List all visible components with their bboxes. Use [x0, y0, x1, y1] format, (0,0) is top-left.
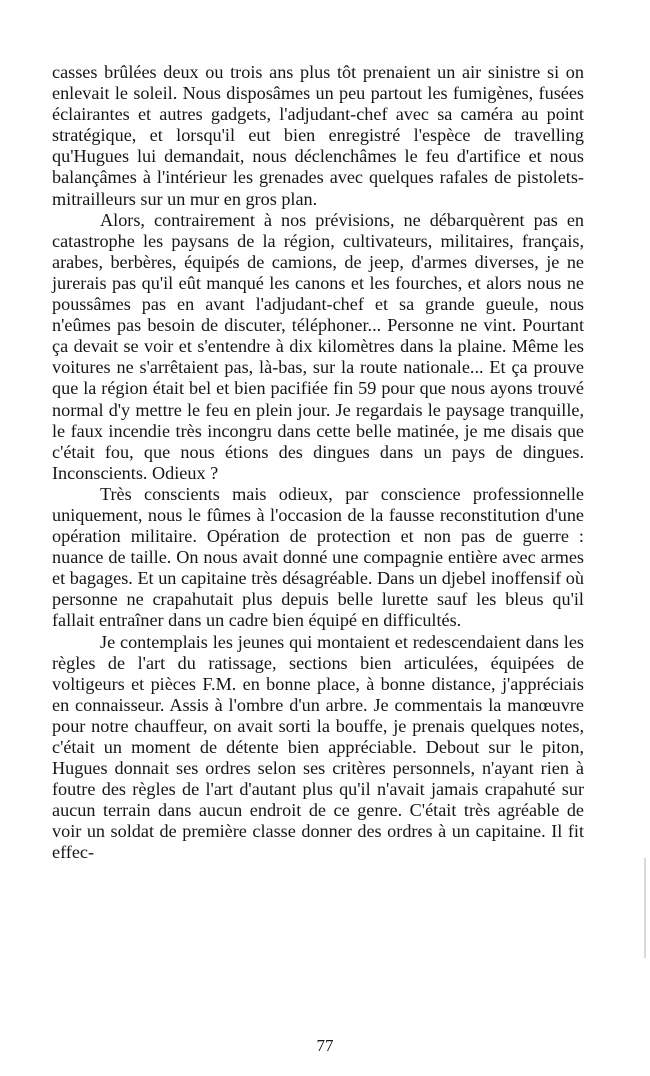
page-number: 77 — [316, 1036, 334, 1055]
paragraph-2: Alors, contrairement à nos prévisions, ne débarquèrent pas en catastrophe les paysans de la région, cultivateurs, militaires, français, arabes, berbères, équipés de camions, de jeep, d'armes diverses, je ne jurerais pas qu'il eût manqué les canons et les fourches, et alors nous ne poussâmes pas en avant l'adjudant-chef et sa grande gueule, nous n'eûmes pas besoin de discuter, téléphoner... Personne ne vint. Pourtant ça devait se voir et s'entendre à dix kilomètres dans la plaine. Même les voitures ne s'arrêtaient pas, là-bas, sur la route nationale... Et ça prouve que la région était bel et bien pacifiée fin 59 pour que nous ayons trouvé normal d'y mettre le feu en plein jour. Je regardais le paysage tranquille, le faux incendie très incongru dans cette belle matinée, je me disais que c'était fou, que nous étions des dingues dans un pays de dingues. Inconscients. Odieux ? — [52, 209, 584, 483]
paragraph-3: Très conscients mais odieux, par conscience professionnelle uniquement, nous le fûmes à l'occasion de la fausse reconstitution d'une opération militaire. Opération de protection et non pas de guerre : nuance de taille. On nous avait donné une compagnie entière avec armes et bagages. Et un capitaine très désagréable. Dans un djebel inoffensif où personne ne crapahutait plus depuis belle lurette sauf les bleus qu'il fallait entraîner dans un cadre bien équipé en difficultés. — [52, 483, 584, 631]
page-body — [52, 62, 584, 864]
scan-edge-mark — [644, 858, 646, 958]
paragraph-1: casses brûlées deux ou trois ans plus tôt prenaient un air sinistre si on enlevait le soleil. Nous disposâmes un peu partout les fumigènes, fusées éclairantes et autres gadgets, l'adjudant-chef avec sa caméra au point stratégique, et lorsqu'il eut bien enregistré l'espèce de travelling qu'Hugues lui demandait, nous déclenchâmes le feu d'artifice et nous balançâmes à l'intérieur les grenades avec quelques rafales de pistolets-mitrailleurs sur un mur en gros plan. — [52, 62, 584, 209]
paragraph-4: Je contemplais les jeunes qui montaient et redescendaient dans les règles de l'art du ratissage, sections bien articulées, équipées de voltigeurs et pièces F.M. en bonne place, à bonne distance, j'appréciais en connaisseur. Assis à l'ombre d'un arbre. Je commentais la manœuvre pour notre chauffeur, on avait sorti la bouffe, je prenais quelques notes, c'était un moment de détente bien appréciable. Debout sur le piton, Hugues donnait ses ordres selon ses critères personnels, n'ayant rien à foutre des règles de l'art d'autant plus qu'il n'avait jamais crapahuté sur aucun terrain dans aucun endroit de ce genre. C'était très agréable de voir un soldat de première classe donner des ordres à un capitaine. Il fit effec- — [52, 631, 584, 863]
